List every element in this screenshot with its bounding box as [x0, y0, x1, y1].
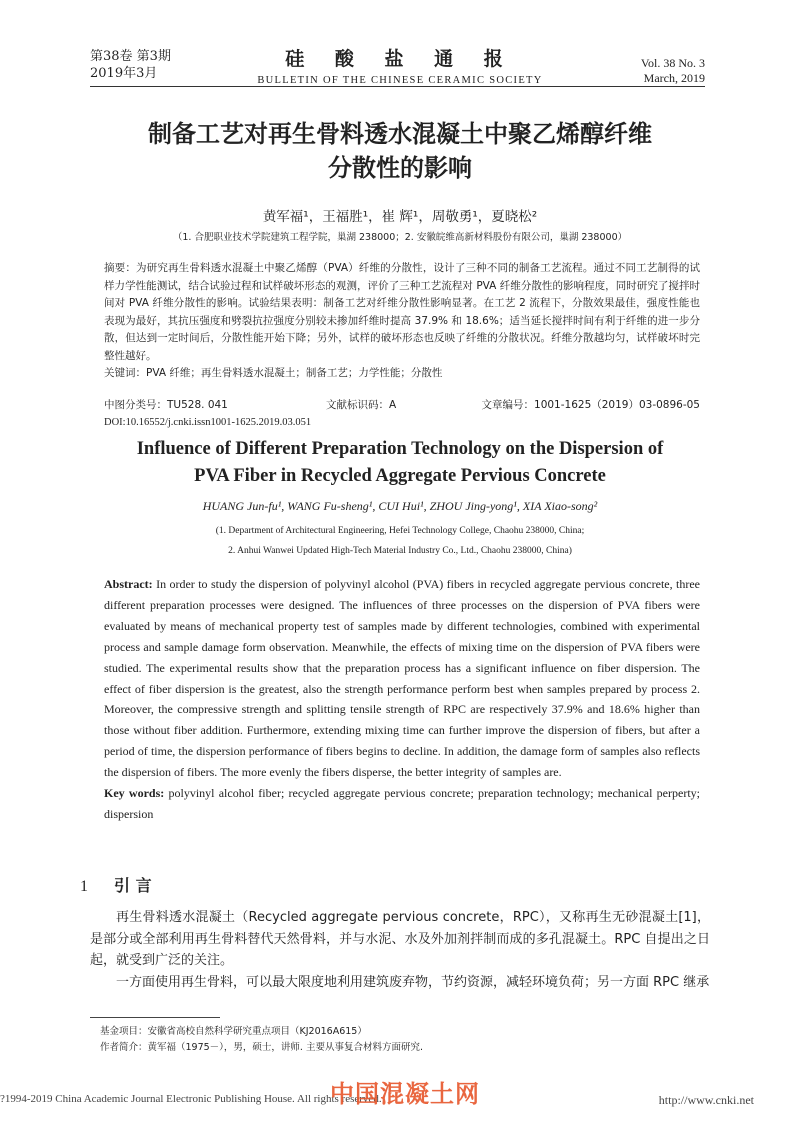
affiliations-cn: （1. 合肥职业技术学院建筑工程学院，巢湖 238000；2. 安徽皖维高新材料股份有限公司，巢湖 238000）	[172, 232, 628, 243]
clc-value: TU528. 041	[167, 399, 228, 411]
document-code	[326, 397, 396, 412]
paper-title-cn	[80, 117, 720, 185]
article-number	[482, 397, 700, 412]
abstract-en	[104, 574, 700, 783]
footnote-author-bio: 作者简介：黄军福（1975－），男，硕士，讲师. 主要从事复合材料方面研究.	[100, 1042, 423, 1053]
issue-volume-cn: 第38卷 第3期	[90, 49, 171, 64]
issue-info-cn	[90, 48, 171, 82]
site-watermark: 中国混凝土网	[330, 1080, 480, 1108]
title-en-line-1: Influence of Different Preparation Technology on the Dispersion of	[136, 439, 664, 459]
footnote-divider	[90, 1017, 220, 1018]
header-divider	[90, 86, 705, 87]
issue-date-cn: 2019年3月	[90, 66, 158, 81]
issue-date-en: March, 2019	[643, 71, 705, 85]
title-cn-line-1: 制备工艺对再生骨料透水混凝土中聚乙烯醇纤维	[148, 120, 652, 148]
authors-en: HUANG Jun-fu¹, WANG Fu-sheng¹, CUI Hui¹, ZHOU Jing-yong¹, XIA Xiao-song²	[202, 499, 598, 513]
doi[interactable]: DOI:10.16552/j.cnki.issn1001-1625.2019.03.051	[104, 417, 312, 428]
authors-cn: 黄军福¹，王福胜¹，崔 辉¹，周敬勇¹，夏晓松²	[262, 209, 538, 225]
section-number: 1	[80, 878, 88, 895]
copyright-notice: ?1994-2019 China Academic Journal Electronic Publishing House. All rights reserved.	[0, 1093, 382, 1105]
article-number-label: 文章编号：	[481, 399, 535, 411]
section-title: 引 言	[114, 876, 152, 895]
issue-volume-en: Vol. 38 No. 3	[640, 56, 705, 70]
abstract-en-label: Abstract:	[104, 577, 153, 591]
title-en-line-2: PVA Fiber in Recycled Aggregate Pervious Concrete	[194, 466, 606, 486]
affiliations-en	[100, 521, 700, 561]
body-text	[90, 907, 710, 993]
section-heading	[80, 873, 152, 896]
journal-name-en: BULLETIN OF THE CHINESE CERAMIC SOCIETY	[257, 75, 543, 86]
journal-masthead	[230, 44, 570, 86]
article-number-value: 1001-1625（2019）03-0896-05	[534, 399, 700, 411]
abstract-en-text: In order to study the dispersion of polyvinyl alcohol (PVA) fibers in recycled aggregate pervious concrete, three different preparation processes were designed. The influences of three processes on the dispersion of PVA fibers were evaluated by means of mechanical property test of samples made by different technologies, combined with experimental process and sample damage form observation. Meanwhile, the effects of mixing time on the dispersion of PVA fibers were studied. The experimental results show that the preparation process has a significant influence on fiber dispersion. The effect of fiber dispersion is the greatest, also the strength performance perform best when samples prepared by process 2. Moreover, the compressive strength and splitting tensile strength of RPC are respectively 37.9% and 18.6% higher than those without fiber addition. Furthermore, extending mixing time can further improve the dispersion of fibers, but after a period of time, the dispersion performance of fibers begins to decline. In addition, the damage form of samples also reflects the dispersion of fibers. The more evenly the fibers disperse, the better integrity of samples are.	[104, 577, 701, 780]
affiliation-en-2: 2. Anhui Wanwei Updated High-Tech Material Industry Co., Ltd., Chaohu 238000, China)	[228, 546, 572, 556]
abstract-cn: 摘要：为研究再生骨料透水混凝土中聚乙烯醇（PVA）纤维的分散性，设计了三种不同的制备工艺流程。通过不同工艺制得的试样力学性能测试，结合试验过程和试样破坏形态的观测，评价了三种工艺流程对 PVA 纤维分散性的影响程度，同时研究了搅拌时间对 PVA 纤维分散性的影响。试验结果表明：制备工艺对纤维分散性影响显著。在工艺 2 流程下，分散效果最佳，强度性能也表现为最好，其抗压强度和劈裂抗拉强度分别较未掺加纤维时提高 37.9% 和 18.6%；适当延长搅拌时间有利于纤维的进一步分散，但达到一定时间后，分散性能开始下降；另外，试样的破坏形态也反映了纤维的分散状况。纤维分散越均匀，试样破坏时完整性越好。	[104, 262, 700, 362]
keywords-cn: 关键词：PVA 纤维；再生骨料透水混凝土；制备工艺；力学性能；分散性	[104, 367, 443, 379]
cnki-link[interactable]: http://www.cnki.net	[658, 1093, 754, 1107]
doc-code-label: 文献标识码：	[326, 399, 389, 411]
abstract-cn-block	[104, 260, 700, 383]
abstract-en-block	[104, 574, 700, 825]
body-paragraph-2: 一方面使用再生骨料，可以最大限度地利用建筑废弃物，节约资源，减轻环境负荷；另一方面 RPC 继承	[116, 974, 710, 990]
keywords-en-text: polyvinyl alcohol fiber; recycled aggregate pervious concrete; preparation technology; mechanical perperty; dispersion	[104, 786, 700, 821]
clc-number	[104, 397, 228, 412]
keywords-en	[104, 783, 700, 825]
issue-info-en	[641, 56, 705, 86]
paper-title-en	[80, 436, 720, 490]
footnotes	[100, 1024, 423, 1056]
doc-code-value: A	[389, 399, 397, 411]
body-paragraph-1: 再生骨料透水混凝土（Recycled aggregate pervious concrete，RPC），又称再生无砂混凝土[1]，是部分或全部利用再生骨料替代天然骨料，并与水泥、水及外加剂拌制而成的多孔混凝土。RPC 自提出之日起，就受到广泛的关注。	[90, 910, 710, 968]
affiliation-en-1: (1. Department of Architectural Engineering, Hefei Technology College, Chaohu 238000, China;	[215, 526, 585, 536]
clc-label: 中图分类号：	[104, 399, 167, 411]
journal-name-cn: 硅 酸 盐 通 报	[285, 48, 515, 70]
title-cn-line-2: 分散性的影响	[328, 154, 472, 182]
keywords-en-label: Key words:	[104, 786, 165, 801]
footnote-funding: 基金项目：安徽省高校自然科学研究重点项目（KJ2016A615）	[100, 1026, 367, 1037]
